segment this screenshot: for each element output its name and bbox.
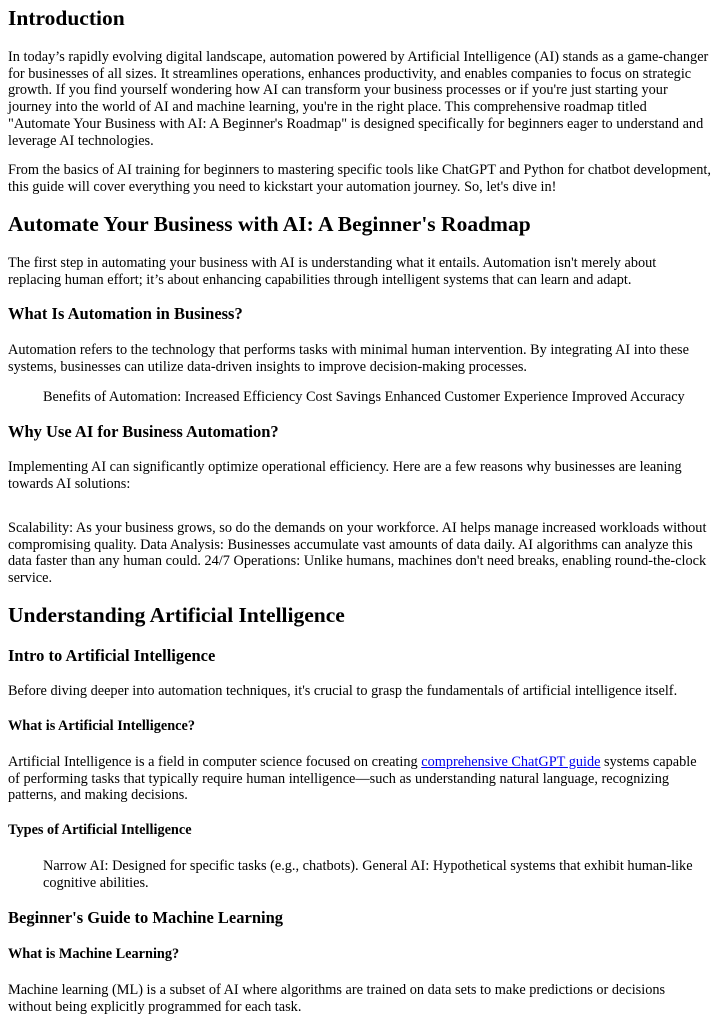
benefits-blockquote: Benefits of Automation: Increased Efficiency Cost Savings Enhanced Customer Experience Improved Accuracy [43,389,685,405]
what-is-ai-text-before: Artificial Intelligence is a field in computer science focused on creating [8,754,422,770]
intro-paragraph-1: In today’s rapidly evolving digital landscape, automation powered by Artificial Intelligence (AI) stands as a game-changer for businesses of all sizes. It streamlines operations, enhances productivity, and enables companies to focus on strategic growth. If you find yourself wondering how AI can transform your business processes or if you're just starting your journey into the world of AI and machine learning, you're in the right place. This comprehensive roadmap titled "Automate Your Business with AI: A Beginner's Roadmap" is designed specifically for beginners eager to understand and leverage AI technologies. [8,49,709,149]
heading-types-of-ai: Types of Artificial Intelligence [8,822,192,838]
heading-introduction: Introduction [8,6,125,30]
heading-what-is-ai: What is Artificial Intelligence? [8,718,196,734]
heading-roadmap: Automate Your Business with AI: A Beginner's Roadmap [8,212,531,236]
roadmap-paragraph: The first step in automating your business with AI is understanding what it entails. Automation isn't merely about replacing human effort; it’s about enhancing capabilities through intelligent systems that can learn and adapt. [8,255,657,288]
types-blockquote: Narrow AI: Designed for specific tasks (e.g., chatbots). General AI: Hypothetical systems that exhibit human-like cognitive abilities. [43,858,693,891]
heading-understanding-ai: Understanding Artificial Intelligence [8,603,345,627]
intro-ai-paragraph: Before diving deeper into automation techniques, it's crucial to grasp the fundamentals of artificial intelligence itself. [8,683,678,699]
what-is-ml-paragraph: Machine learning (ML) is a subset of AI where algorithms are trained on data sets to make predictions or decisions without being explicitly programmed for each task. [8,982,666,1015]
chatgpt-guide-link[interactable]: comprehensive ChatGPT guide [421,754,601,770]
what-is-ai-paragraph [8,754,712,804]
heading-what-is-automation: What Is Automation in Business? [8,304,243,323]
what-is-ai-text-after: systems capable of performing tasks that typically require human intelligence—such as understanding natural language, recognizing patterns, and making decisions. [8,754,697,804]
heading-why-use-ai: Why Use AI for Business Automation? [8,422,279,441]
heading-what-is-ml: What is Machine Learning? [8,946,180,962]
heading-intro-to-ai: Intro to Artificial Intelligence [8,646,216,665]
automation-paragraph: Automation refers to the technology that performs tasks with minimal human intervention. By integrating AI into these systems, businesses can utilize data-driven insights to improve decision-making processes. [8,342,689,375]
intro-paragraph-2: From the basics of AI training for beginners to mastering specific tools like ChatGPT and Python for chatbot development, this guide will cover everything you need to kickstart your automation journey. So, let's dive in! [8,162,711,195]
why-ai-paragraph: Implementing AI can significantly optimize operational efficiency. Here are a few reasons why businesses are leaning towards AI solutions: [8,459,682,492]
heading-ml-guide: Beginner's Guide to Machine Learning [8,908,284,927]
reasons-paragraph: Scalability: As your business grows, so do the demands on your workforce. AI helps manage increased workloads without compromising quality. Data Analysis: Businesses accumulate vast amounts of data daily. AI algorithms can analyze this data faster than any human could. 24/7 Operations: Unlike humans, machines don't need breaks, enabling round-the-clock service. [8,520,707,587]
